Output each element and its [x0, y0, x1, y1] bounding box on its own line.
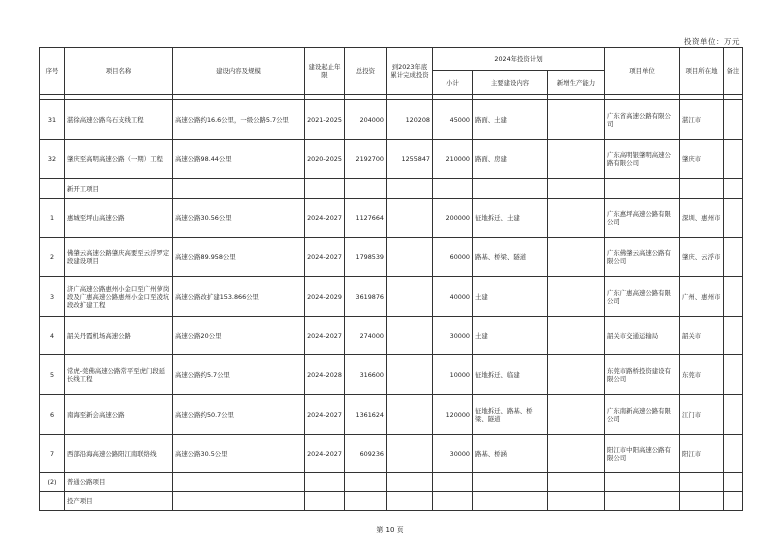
- header-unit: 项目单位: [605, 48, 680, 95]
- cell-location: 韶关市: [680, 317, 724, 355]
- header-total: 总投资: [345, 48, 387, 95]
- page-number: 第 10 页: [376, 526, 404, 534]
- cell-capacity: [548, 100, 605, 140]
- investment-unit-note: 投资单位：万元: [684, 37, 740, 46]
- cell-location: 广州、惠州市: [680, 277, 724, 317]
- cell-scope: 高速公路20公里: [173, 317, 305, 355]
- cell-subtotal: 120000: [433, 395, 473, 435]
- cell-subtotal: 45000: [433, 100, 473, 140]
- table-row: [40, 317, 743, 355]
- cell-remark: [724, 238, 743, 277]
- cell-remark: [724, 395, 743, 435]
- cell-scope: 高速公路约50.7公里: [173, 395, 305, 435]
- cell-unit: 广东广惠高速公路有限公司: [605, 277, 680, 317]
- cell-content: 路基、桥涵: [473, 435, 548, 473]
- cell-capacity: [548, 199, 605, 238]
- cell-name: 湛徐高速公路乌石支线工程: [65, 100, 173, 140]
- header-seq: 序号: [40, 48, 65, 95]
- table-row: [40, 355, 743, 395]
- cell-location: 湛江市: [680, 100, 724, 140]
- cell-years: 2024-2027: [305, 238, 345, 277]
- cell-content: 征地拆迁、土建: [473, 199, 548, 238]
- cell-cumulative: 1255847: [387, 140, 433, 179]
- header-remark: 备注: [724, 48, 743, 95]
- cell-unit: 阳江市中阳高速公路有限公司: [605, 435, 680, 473]
- header-years: 建设起止年限: [305, 48, 345, 95]
- cell-seq: 2: [40, 238, 65, 277]
- table-header: [40, 48, 743, 100]
- section-label: 投产项目: [65, 492, 173, 511]
- cell-capacity: [548, 435, 605, 473]
- header-location: 项目所在地: [680, 48, 724, 95]
- cell-content: 路基、桥梁、隧道: [473, 238, 548, 277]
- cell-capacity: [548, 140, 605, 179]
- header-cumulative: 到2023年底累计完成投资: [387, 48, 433, 95]
- cell-name: 惠城至坪山高速公路: [65, 199, 173, 238]
- cell-scope: 高速公路约16.6公里，一级公路5.7公里: [173, 100, 305, 140]
- header-name: 项目名称: [65, 48, 173, 95]
- section-row-new: [40, 179, 743, 199]
- table-row: [40, 435, 743, 473]
- cell-unit: 广东南新高速公路有限公司: [605, 395, 680, 435]
- cell-years: 2020-2025: [305, 140, 345, 179]
- cell-capacity: [548, 395, 605, 435]
- cell-remark: [724, 435, 743, 473]
- cell-location: 江门市: [680, 395, 724, 435]
- cell-seq: 31: [40, 100, 65, 140]
- cell-seq: 7: [40, 435, 65, 473]
- cell-years: 2024-2027: [305, 435, 345, 473]
- cell-unit: 韶关市交通运输局: [605, 317, 680, 355]
- cell-content: 土建: [473, 277, 548, 317]
- cell-seq: 1: [40, 199, 65, 238]
- section-label: 新开工项目: [65, 179, 173, 199]
- cell-scope: 高速公路约5.7公里: [173, 355, 305, 395]
- cell-seq: 4: [40, 317, 65, 355]
- cell-name: 韶关丹霞机场高速公路: [65, 317, 173, 355]
- table-row: [40, 238, 743, 277]
- cell-total: 274000: [345, 317, 387, 355]
- cell-capacity: [548, 317, 605, 355]
- cell-cumulative: [387, 355, 433, 395]
- table-row: [40, 395, 743, 435]
- cell-content: 征地拆迁、临建: [473, 355, 548, 395]
- cell-capacity: [548, 355, 605, 395]
- cell-remark: [724, 317, 743, 355]
- cell-cumulative: [387, 277, 433, 317]
- cell-total: 204000: [345, 100, 387, 140]
- investment-plan-table: [39, 47, 743, 511]
- table-row: [40, 277, 743, 317]
- cell-years: 2024-2027: [305, 317, 345, 355]
- cell-remark: [724, 355, 743, 395]
- table-body: [40, 100, 743, 511]
- cell-cumulative: [387, 435, 433, 473]
- cell-location: 阳江市: [680, 435, 724, 473]
- cell-years: 2024-2027: [305, 199, 345, 238]
- cell-remark: [724, 199, 743, 238]
- cell-scope: 高速公路30.56公里: [173, 199, 305, 238]
- table-row: [40, 199, 743, 238]
- cell-years: 2024-2029: [305, 277, 345, 317]
- cell-unit: 东莞市路桥投资建设有限公司: [605, 355, 680, 395]
- cell-subtotal: 60000: [433, 238, 473, 277]
- cell-subtotal: 10000: [433, 355, 473, 395]
- section-row-road: [40, 473, 743, 492]
- cell-cumulative: [387, 238, 433, 277]
- cell-total: 316600: [345, 355, 387, 395]
- cell-name: 佛肇云高速公路肇庆高要至云浮罗定段建设项目: [65, 238, 173, 277]
- cell-unit: 广东佛肇云高速公路有限公司: [605, 238, 680, 277]
- cell-location: 肇庆市: [680, 140, 724, 179]
- section-seq: (2): [40, 473, 65, 492]
- cell-name: 西部沿海高速公路阳江南联络线: [65, 435, 173, 473]
- cell-name: 肇庆至高明高速公路（一期）工程: [65, 140, 173, 179]
- cell-seq: 6: [40, 395, 65, 435]
- cell-total: 1361624: [345, 395, 387, 435]
- cell-cumulative: [387, 199, 433, 238]
- cell-scope: 高速公路改扩建153.866公里: [173, 277, 305, 317]
- cell-scope: 高速公路89.958公里: [173, 238, 305, 277]
- header-plan-2024: 2024年投资计划: [433, 48, 605, 71]
- cell-content: 土建: [473, 317, 548, 355]
- cell-cumulative: [387, 317, 433, 355]
- cell-subtotal: 210000: [433, 140, 473, 179]
- table-row: [40, 100, 743, 140]
- cell-unit: 广东高明银肇明高速公路有限公司: [605, 140, 680, 179]
- header-new-capacity: 新增生产能力: [548, 71, 605, 95]
- cell-unit: 广东惠坪高速公路有限公司: [605, 199, 680, 238]
- cell-seq: 32: [40, 140, 65, 179]
- cell-remark: [724, 100, 743, 140]
- cell-content: 征地拆迁、路基、桥梁、隧道: [473, 395, 548, 435]
- cell-seq: 5: [40, 355, 65, 395]
- table-row: [40, 140, 743, 179]
- cell-unit: 广东省高速公路有限公司: [605, 100, 680, 140]
- cell-capacity: [548, 238, 605, 277]
- header-scope: 建设内容及规模: [173, 48, 305, 95]
- cell-remark: [724, 277, 743, 317]
- header-main-content: 主要建设内容: [473, 71, 548, 95]
- cell-cumulative: 120208: [387, 100, 433, 140]
- cell-remark: [724, 140, 743, 179]
- cell-content: 路面、房建: [473, 140, 548, 179]
- cell-subtotal: 40000: [433, 277, 473, 317]
- header-subtotal: 小计: [433, 71, 473, 95]
- cell-seq: 3: [40, 277, 65, 317]
- cell-years: 2024-2028: [305, 355, 345, 395]
- cell-subtotal: 30000: [433, 435, 473, 473]
- cell-total: 3619876: [345, 277, 387, 317]
- section-seq: [40, 179, 65, 199]
- cell-scope: 高速公路30.5公里: [173, 435, 305, 473]
- cell-location: 东莞市: [680, 355, 724, 395]
- section-row-invest: [40, 492, 743, 511]
- cell-cumulative: [387, 395, 433, 435]
- cell-total: 1798539: [345, 238, 387, 277]
- cell-total: 1127664: [345, 199, 387, 238]
- cell-name: 南海至新会高速公路: [65, 395, 173, 435]
- cell-subtotal: 30000: [433, 317, 473, 355]
- cell-location: 深圳、惠州市: [680, 199, 724, 238]
- cell-years: 2021-2025: [305, 100, 345, 140]
- section-label: 普通公路项目: [65, 473, 173, 492]
- cell-scope: 高速公路98.44公里: [173, 140, 305, 179]
- cell-total: 2192700: [345, 140, 387, 179]
- cell-name: 济广高速公路惠州小金口至广州萝岗段及广惠高速公路惠州小金口至凌坑段改扩建工程: [65, 277, 173, 317]
- cell-name: 常虎-莞佛高速公路常平至虎门段延长线工程: [65, 355, 173, 395]
- cell-capacity: [548, 277, 605, 317]
- cell-years: 2024-2027: [305, 395, 345, 435]
- cell-total: 609236: [345, 435, 387, 473]
- cell-content: 路面、土建: [473, 100, 548, 140]
- cell-subtotal: 200000: [433, 199, 473, 238]
- section-seq: [40, 492, 65, 511]
- cell-location: 肇庆、云浮市: [680, 238, 724, 277]
